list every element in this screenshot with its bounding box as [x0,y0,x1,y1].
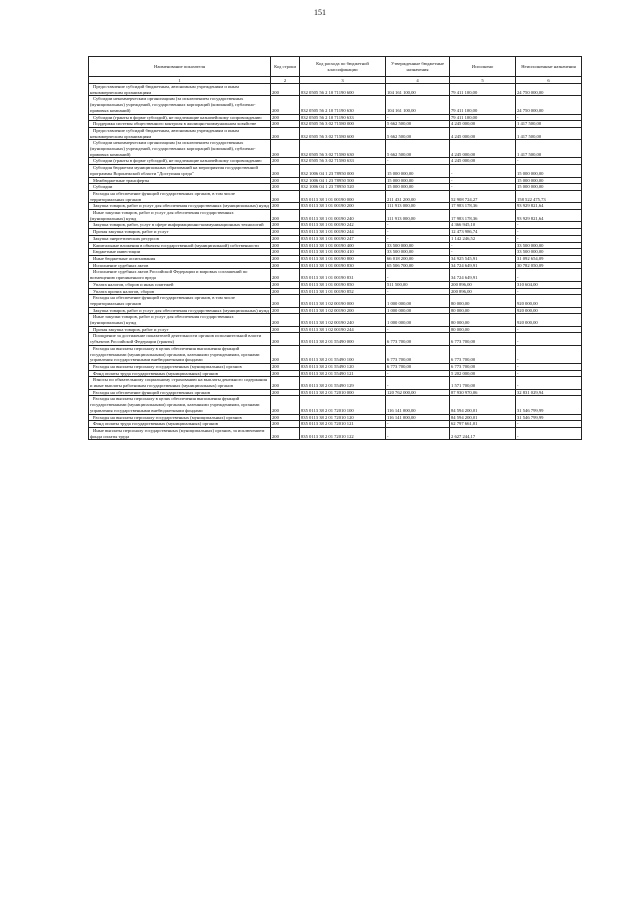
row-classification-code: 832 0505 56 3 02 71580 633 [300,158,386,165]
row-executed-amount: 17 983 178,36 [450,210,516,222]
row-line-code: 200 [271,377,300,389]
row-line-code: 200 [271,84,300,96]
row-line-code: 200 [271,127,300,139]
row-classification-code: 832 0505 56 3 02 71580 630 [300,140,386,158]
row-unexecuted-amount: - [516,427,582,439]
row-indicator-name: Закупка энергетических ресурсов [89,235,271,242]
row-classification-code: 835 0113 38 1 01 00190 410 [300,249,386,256]
row-unexecuted-amount: 15 000 000,00 [516,177,582,184]
row-unexecuted-amount: - [516,222,582,229]
row-line-code: 200 [271,314,300,326]
row-unexecuted-amount: 920 000,00 [516,295,582,307]
row-line-code: 200 [271,281,300,288]
table-row [89,345,582,363]
table-row [89,427,582,439]
budget-execution-table [88,56,582,440]
row-unexecuted-amount: - [516,421,582,428]
table-row [89,307,582,314]
row-approved-amount: 1 000 000,00 [386,307,450,314]
row-approved-amount: 5 662 500,00 [386,140,450,158]
row-approved-amount: - [386,222,450,229]
table-row [89,242,582,249]
table-row [89,249,582,256]
row-classification-code: 832 0505 56 3 02 71580 600 [300,127,386,139]
row-executed-amount: 200 896,00 [450,281,516,288]
row-line-code: 200 [271,121,300,128]
row-indicator-name: Уплата прочих налогов, сборов [89,288,271,295]
table-row [89,295,582,307]
table-row [89,127,582,139]
row-line-code: 200 [271,177,300,184]
row-indicator-name: Расходы на выплаты персоналу в целях обеспечения выполнения функций государственными (муниципальными) органами, казенными учреждениями, органами управления государственными внебюджетными фондами [89,396,271,414]
row-line-code: 200 [271,269,300,281]
row-line-code: 200 [271,222,300,229]
row-executed-amount: - [450,177,516,184]
row-indicator-name: Поддержка системы общественного контроля в жилищно-коммунальном хозяйстве [89,121,271,128]
row-executed-amount: 6 773 700,00 [450,363,516,370]
row-executed-amount: 79 411 100,00 [450,114,516,121]
header-indicator-name: Наименование показателя [89,57,271,77]
table-row [89,314,582,326]
header-unexecuted: Неисполненные назначения [516,57,582,77]
row-approved-amount: 104 161 100,00 [386,96,450,114]
row-unexecuted-amount: - [516,288,582,295]
row-executed-amount: 4 245 000,00 [450,140,516,158]
row-classification-code: 835 0113 38 1 02 00190 000 [300,295,386,307]
row-approved-amount: - [386,114,450,121]
row-line-code: 200 [271,140,300,158]
row-classification-code: 835 0113 38 1 02 00190 244 [300,326,386,333]
row-indicator-name: Исполнение судебных актов Российской Федерации и мировых соглашений по возмещению причиненного вреда [89,269,271,281]
row-approved-amount: - [386,326,450,333]
row-unexecuted-amount: - [516,363,582,370]
row-line-code: 200 [271,333,300,345]
table-row [89,363,582,370]
row-line-code: 200 [271,421,300,428]
row-classification-code: 832 0505 56 2 10 71190 600 [300,84,386,96]
row-indicator-name: Субсидии (гранты в форме субсидий), не подлежащие казначейскому сопровождению [89,158,271,165]
table-row [89,333,582,345]
row-line-code: 200 [271,158,300,165]
row-approved-amount: 1 000 000,00 [386,314,450,326]
table-row [89,255,582,262]
row-executed-amount: 6 773 700,00 [450,345,516,363]
row-indicator-name: Субсидии некоммерческим организациям (за исключением государственных (муниципальных) учреждений, государственных корпораций (компаний), публично-правовых компаний) [89,140,271,158]
row-unexecuted-amount: 33 500 000,00 [516,242,582,249]
table-row [89,158,582,165]
row-executed-amount: 4 245 000,00 [450,121,516,128]
row-classification-code: 835 0113 38 2 01 55490 100 [300,345,386,363]
row-classification-code: 835 0113 38 1 01 00190 852 [300,288,386,295]
row-classification-code: 835 0113 38 2 01 55490 000 [300,333,386,345]
row-indicator-name: Уплата налогов, сборов и иных платежей [89,281,271,288]
table-row [89,288,582,295]
table-header-row [89,57,582,77]
row-classification-code: 832 1006 04 1 23 78950 520 [300,184,386,191]
row-indicator-name: Иные выплаты персоналу государственных (муниципальных) органов, за исключением фонда оплаты труда [89,427,271,439]
row-indicator-name: Исполнение судебных актов [89,262,271,269]
row-unexecuted-amount: 1 417 500,00 [516,127,582,139]
table-row [89,84,582,96]
row-executed-amount: 17 983 178,36 [450,203,516,210]
row-approved-amount: 15 000 000,00 [386,177,450,184]
row-approved-amount: 116 141 000,00 [386,396,450,414]
row-line-code: 200 [271,326,300,333]
row-indicator-name: Расходы на обеспечение функций государственных органов [89,389,271,396]
row-classification-code: 835 0113 38 1 01 00190 800 [300,255,386,262]
header-executed: Исполнено [450,57,516,77]
row-unexecuted-amount: - [516,229,582,236]
row-unexecuted-amount: - [516,269,582,281]
row-classification-code: 835 0113 38 1 01 00190 244 [300,229,386,236]
row-indicator-name: Расходы на выплаты персоналу государственных (муниципальных) органов [89,363,271,370]
row-approved-amount: 6 773 700,00 [386,363,450,370]
row-approved-amount: 5 662 500,00 [386,127,450,139]
row-line-code: 200 [271,345,300,363]
row-indicator-name: Иные бюджетные ассигнования [89,255,271,262]
row-classification-code: 835 0113 38 1 01 00190 000 [300,190,386,202]
row-line-code: 200 [271,203,300,210]
row-unexecuted-amount: - [516,158,582,165]
row-executed-amount: 80 000,00 [450,314,516,326]
row-approved-amount: - [386,288,450,295]
column-number: 1 [89,77,271,84]
row-indicator-name: Фонд оплаты труда государственных (муниципальных) органов [89,421,271,428]
row-indicator-name: Капитальные вложения в объекты государственной (муниципальной) собственности [89,242,271,249]
table-row [89,165,582,177]
row-indicator-name: Взносы по обязательному социальному страхованию на выплаты денежного содержания и иные выплаты работникам государственных (муниципальных) органов [89,377,271,389]
row-classification-code: 835 0113 38 1 01 00190 200 [300,203,386,210]
row-approved-amount: 5 662 500,00 [386,121,450,128]
column-number: 3 [300,77,386,84]
row-line-code: 200 [271,427,300,439]
row-approved-amount: 211 431 200,00 [386,190,450,202]
row-unexecuted-amount: 920 000,00 [516,307,582,314]
table-row [89,389,582,396]
row-unexecuted-amount: 24 750 000,00 [516,84,582,96]
row-unexecuted-amount: - [516,370,582,377]
row-unexecuted-amount: 310 604,00 [516,281,582,288]
table-row [89,269,582,281]
row-indicator-name: Расходы на обеспечение функций государственных органов, в том числе территориальных органов [89,190,271,202]
row-unexecuted-amount: 920 000,00 [516,314,582,326]
row-line-code: 200 [271,190,300,202]
row-executed-amount: 1 571 700,00 [450,377,516,389]
row-indicator-name: Предоставление субсидий бюджетным, автономным учреждениям и иным некоммерческим организациям [89,84,271,96]
row-executed-amount: 34 724 649,91 [450,262,516,269]
row-unexecuted-amount: - [516,326,582,333]
row-classification-code: 835 0113 38 2 01 72010 120 [300,414,386,421]
table-row [89,96,582,114]
row-approved-amount: 111 913 000,00 [386,203,450,210]
row-unexecuted-amount: 31 546 799,99 [516,414,582,421]
row-unexecuted-amount: 24 750 000,00 [516,96,582,114]
row-line-code: 200 [271,229,300,236]
row-line-code: 200 [271,363,300,370]
table-row [89,121,582,128]
row-unexecuted-amount: - [516,235,582,242]
row-classification-code: 835 0113 38 2 01 72010 000 [300,389,386,396]
row-approved-amount: 120 762 000,00 [386,389,450,396]
row-indicator-name: Межбюджетные трансферты [89,177,271,184]
row-classification-code: 835 0113 38 2 01 72010 122 [300,427,386,439]
table-row [89,262,582,269]
row-executed-amount: 4 366 945,10 [450,222,516,229]
row-unexecuted-amount: 15 000 000,00 [516,165,582,177]
table-row [89,421,582,428]
row-indicator-name: Расходы на выплаты персоналу в целях обеспечения выполнения функций государственными (муниципальными) органами, казенными учреждениями, органами управления государственными внебюджетными фондами [89,345,271,363]
column-number: 2 [271,77,300,84]
row-indicator-name: Расходы на обеспечение функций государственных органов, в том числе территориальных органов [89,295,271,307]
row-line-code: 200 [271,370,300,377]
row-approved-amount: - [386,421,450,428]
row-line-code: 200 [271,307,300,314]
row-executed-amount: 87 930 970,06 [450,389,516,396]
row-indicator-name: Иные закупки товаров, работ и услуг для обеспечения государственных (муниципальных) нужд [89,314,271,326]
table-row [89,177,582,184]
row-approved-amount: - [386,269,450,281]
table-body [89,84,582,440]
table-row [89,210,582,222]
row-classification-code: 835 0113 38 2 01 55490 129 [300,377,386,389]
row-classification-code: 835 0113 38 1 01 00190 850 [300,281,386,288]
row-unexecuted-amount: 33 500 000,00 [516,249,582,256]
row-classification-code: 835 0113 38 1 01 00190 247 [300,235,386,242]
table-row [89,326,582,333]
row-unexecuted-amount: 15 000 000,00 [516,184,582,191]
row-line-code: 200 [271,242,300,249]
row-executed-amount: 5 202 000,00 [450,370,516,377]
row-approved-amount: - [386,377,450,389]
row-unexecuted-amount: - [516,114,582,121]
row-unexecuted-amount: 93 929 821,64 [516,210,582,222]
table-row [89,370,582,377]
row-unexecuted-amount: 1 417 500,00 [516,140,582,158]
row-unexecuted-amount: 30 782 050,09 [516,262,582,269]
row-line-code: 200 [271,210,300,222]
row-approved-amount: 65 506 700,00 [386,262,450,269]
row-classification-code: 835 0113 38 1 01 00190 240 [300,210,386,222]
row-classification-code: 835 0113 38 1 01 00190 242 [300,222,386,229]
row-unexecuted-amount: 31 546 799,99 [516,396,582,414]
row-executed-amount: 84 594 200,01 [450,396,516,414]
row-executed-amount: 79 411 100,00 [450,84,516,96]
row-unexecuted-amount: - [516,333,582,345]
row-line-code: 200 [271,414,300,421]
row-executed-amount: 1 142 246,52 [450,235,516,242]
table-row [89,229,582,236]
row-executed-amount: 84 594 200,01 [450,414,516,421]
row-classification-code: 835 0113 38 1 01 00190 831 [300,269,386,281]
row-approved-amount: 1 000 000,00 [386,295,450,307]
row-executed-amount: 80 000,00 [450,307,516,314]
row-executed-amount: 4 245 000,00 [450,127,516,139]
table-row [89,184,582,191]
table-row [89,190,582,202]
row-indicator-name: Закупка товаров, работ, услуг в сфере информационно-коммуникационных технологий [89,222,271,229]
row-unexecuted-amount: 32 831 029,94 [516,389,582,396]
row-executed-amount: 34 724 649,91 [450,269,516,281]
row-indicator-name: Бюджетные инвестиции [89,249,271,256]
row-classification-code: 835 0113 38 2 01 55490 120 [300,363,386,370]
row-executed-amount: 4 245 000,00 [450,158,516,165]
row-classification-code: 832 0505 56 2 10 71190 633 [300,114,386,121]
row-unexecuted-amount: - [516,345,582,363]
row-indicator-name: Субсидия бюджетам муниципальных образований на мероприятия государственной программы Воронежской области "Доступная среда" [89,165,271,177]
row-classification-code: 835 0113 38 1 01 00190 830 [300,262,386,269]
row-approved-amount: 15 000 000,00 [386,165,450,177]
row-executed-amount: - [450,184,516,191]
row-indicator-name: Субсидии некоммерческим организациям (за исключением государственных (муниципальных) учреждений, государственных корпораций (компаний), публично-правовых компаний) [89,96,271,114]
row-approved-amount: - [386,229,450,236]
row-executed-amount: 52 908 724,27 [450,190,516,202]
row-line-code: 200 [271,96,300,114]
table-row [89,377,582,389]
row-approved-amount: - [386,370,450,377]
row-line-code: 200 [271,165,300,177]
row-classification-code: 835 0113 38 1 02 00190 240 [300,314,386,326]
column-number: 4 [386,77,450,84]
row-classification-code: 832 0505 56 3 02 71580 000 [300,121,386,128]
row-approved-amount: 6 773 700,00 [386,345,450,363]
row-line-code: 200 [271,235,300,242]
row-classification-code: 835 0113 38 2 01 72010 121 [300,421,386,428]
row-executed-amount: 200 896,00 [450,288,516,295]
row-approved-amount: - [386,158,450,165]
row-indicator-name: Поощрение за достижение показателей деятельности органов исполнительной власти субъектов Российской Федерации (гранты) [89,333,271,345]
row-approved-amount: 116 141 000,00 [386,414,450,421]
row-indicator-name: Субсидии (гранты в форме субсидий), не подлежащие казначейскому сопровождению [89,114,271,121]
row-classification-code: 832 0505 56 2 10 71190 630 [300,96,386,114]
page-number: 151 [314,8,326,17]
row-indicator-name: Фонд оплаты труда государственных (муниципальных) органов [89,370,271,377]
row-unexecuted-amount: 93 929 821,64 [516,203,582,210]
column-number: 6 [516,77,582,84]
row-executed-amount: 12 473 986,74 [450,229,516,236]
row-unexecuted-amount: 1 417 500,00 [516,121,582,128]
table-row [89,396,582,414]
table-row [89,140,582,158]
row-indicator-name: Иные закупки товаров, работ и услуг для обеспечения государственных (муниципальных) нужд [89,210,271,222]
row-line-code: 200 [271,396,300,414]
row-classification-code: 835 0113 38 1 02 00190 200 [300,307,386,314]
row-executed-amount: - [450,242,516,249]
row-executed-amount: - [450,165,516,177]
row-line-code: 200 [271,255,300,262]
table-row [89,203,582,210]
row-executed-amount: 6 773 700,00 [450,333,516,345]
row-executed-amount: - [450,249,516,256]
row-executed-amount: 80 000,00 [450,326,516,333]
row-line-code: 200 [271,389,300,396]
row-unexecuted-amount: - [516,377,582,389]
row-executed-amount: 2 627 244,17 [450,427,516,439]
row-indicator-name: Прочая закупка товаров, работ и услуг [89,326,271,333]
row-approved-amount: - [386,235,450,242]
row-unexecuted-amount: 158 522 475,73 [516,190,582,202]
row-approved-amount: 66 018 200,00 [386,255,450,262]
row-classification-code: 835 0113 38 1 01 00190 400 [300,242,386,249]
row-indicator-name: Субсидии [89,184,271,191]
table-row [89,235,582,242]
column-number: 5 [450,77,516,84]
header-approved: Утвержденные бюджетные назначения [386,57,450,77]
row-line-code: 200 [271,262,300,269]
row-line-code: 200 [271,184,300,191]
row-line-code: 200 [271,249,300,256]
row-approved-amount: - [386,427,450,439]
row-approved-amount: 15 000 000,00 [386,184,450,191]
row-executed-amount: 34 925 545,91 [450,255,516,262]
row-executed-amount: 79 411 100,00 [450,96,516,114]
row-classification-code: 832 1006 04 1 23 78950 000 [300,165,386,177]
row-indicator-name: Закупка товаров, работ и услуг для обеспечения государственных (муниципальных) нужд [89,203,271,210]
row-indicator-name: Прочая закупка товаров, работ и услуг [89,229,271,236]
row-approved-amount: 104 161 100,00 [386,84,450,96]
row-executed-amount: 80 000,00 [450,295,516,307]
table-row [89,281,582,288]
row-indicator-name: Предоставление субсидий бюджетным, автономным учреждениям и иным некоммерческим организациям [89,127,271,139]
row-indicator-name: Расходы на выплаты персоналу государственных (муниципальных) органов [89,414,271,421]
row-executed-amount: 62 797 661,01 [450,421,516,428]
row-approved-amount: 33 500 000,00 [386,242,450,249]
row-line-code: 200 [271,114,300,121]
row-unexecuted-amount: 31 092 654,09 [516,255,582,262]
column-number-row [89,77,582,84]
header-classification-code: Код расхода по бюджетной классификации [300,57,386,77]
row-approved-amount: 6 773 700,00 [386,333,450,345]
table-row [89,114,582,121]
header-line-code: Код строки [271,57,300,77]
row-approved-amount: 111 913 000,00 [386,210,450,222]
row-classification-code: 835 0113 38 2 01 55490 121 [300,370,386,377]
row-line-code: 200 [271,288,300,295]
table-row [89,222,582,229]
row-indicator-name: Закупка товаров, работ и услуг для обеспечения государственных (муниципальных) нужд [89,307,271,314]
row-classification-code: 832 1006 04 1 23 78950 500 [300,177,386,184]
table-row [89,414,582,421]
row-approved-amount: 33 500 000,00 [386,249,450,256]
row-classification-code: 835 0113 38 2 01 72010 100 [300,396,386,414]
row-approved-amount: 511 500,00 [386,281,450,288]
row-line-code: 200 [271,295,300,307]
